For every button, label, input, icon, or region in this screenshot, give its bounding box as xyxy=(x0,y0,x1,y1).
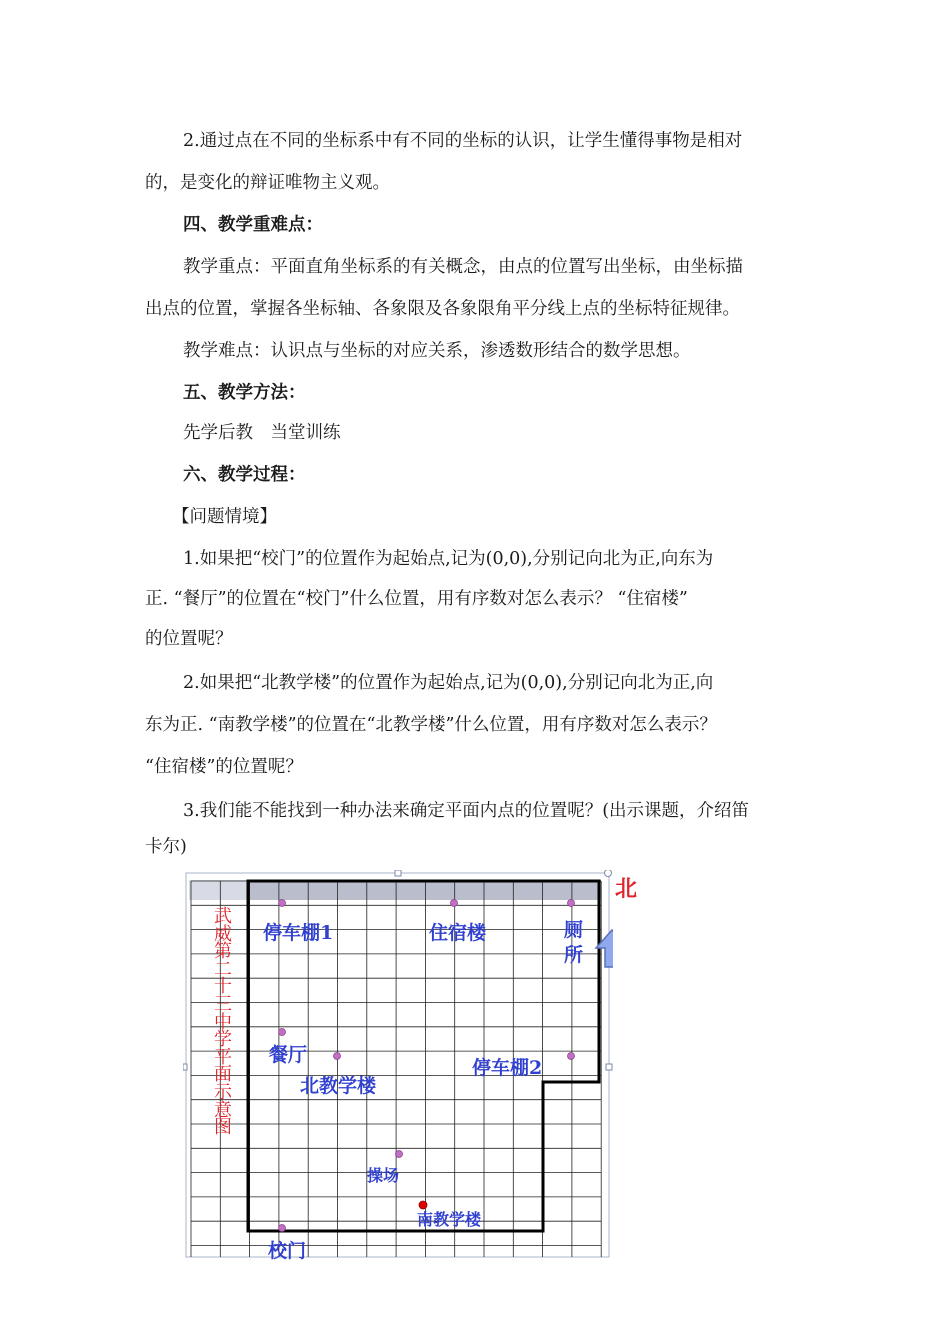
header-bar xyxy=(189,880,601,900)
label-parking2: 停车棚2 xyxy=(472,1057,543,1079)
label-south-building: 南教学楼 xyxy=(417,1210,482,1229)
label-toilet: 厕所 xyxy=(564,919,584,966)
label-playground: 操场 xyxy=(367,1166,400,1185)
paragraph-methods: 先学后教 当堂训练 xyxy=(183,423,341,443)
heading-process: 六、教学过程： xyxy=(183,465,306,485)
dorm-point xyxy=(451,900,458,907)
question-3b: 卡尔) xyxy=(145,837,187,857)
heading-key-points: 四、教学重难点： xyxy=(183,215,323,235)
paragraph-objective-2b: 的，是变化的辩证唯物主义观。 xyxy=(145,173,390,193)
playground-point xyxy=(396,1151,403,1158)
label-canteen: 餐厅 xyxy=(269,1044,308,1066)
paragraph-key-point-a: 教学重点：平面直角坐标系的有关概念，由点的位置写出坐标，由坐标描 xyxy=(183,257,743,277)
label-dorm: 住宿楼 xyxy=(429,922,487,944)
resize-handle xyxy=(605,870,612,877)
parking2-point xyxy=(568,1053,575,1060)
question-1b: 正. “餐厅”的位置在“校门”什么位置，用有序数对怎么表示？ “住宿楼” xyxy=(145,589,688,609)
question-1c: 的位置呢？ xyxy=(145,629,233,649)
toilet-point xyxy=(568,900,575,907)
question-1a: 1.如果把“校门”的位置作为起始点,记为(0,0),分别记向北为正,向东为 xyxy=(183,549,714,569)
question-2c: “住宿楼”的位置呢？ xyxy=(145,757,303,777)
resize-handle xyxy=(183,1064,187,1070)
question-2b: 东为正. “南教学楼”的位置在“北教学楼”什么位置，用有序数对怎么表示？ xyxy=(145,715,717,735)
north-label: 北 xyxy=(615,877,638,902)
question-2a: 2.如果把“北教学楼”的位置作为起始点,记为(0,0),分别记向北为正,向 xyxy=(183,673,714,693)
school-map-figure xyxy=(183,870,638,1262)
header-bar-highlight xyxy=(189,880,249,900)
resize-handle xyxy=(395,870,401,876)
resize-handle xyxy=(606,1064,612,1070)
paragraph-objective-2a: 2.通过点在不同的坐标系中有不同的坐标的认识，让学生懂得事物是相对 xyxy=(183,131,743,151)
paragraph-difficult-point: 教学难点：认识点与坐标的对应关系，渗透数形结合的数学思想。 xyxy=(183,341,691,361)
gate-point xyxy=(279,1225,286,1232)
section-problem-context: 【问题情境】 xyxy=(172,507,277,527)
label-parking1: 停车棚1 xyxy=(263,922,334,944)
canteen-point xyxy=(279,1029,286,1036)
north-building-point xyxy=(334,1053,341,1060)
label-north-building: 北教学楼 xyxy=(300,1075,377,1097)
parking1-point xyxy=(279,900,286,907)
map-grid-canvas xyxy=(183,870,613,1260)
paragraph-key-point-b: 出点的位置，掌握各坐标轴、各象限及各象限角平分线上点的坐标特征规律。 xyxy=(145,299,740,319)
map-vertical-title: 武威第二十三中学平面示意图 xyxy=(214,906,232,1139)
question-3a: 3.我们能不能找到一种办法来确定平面内点的位置呢？(出示课题，介绍笛 xyxy=(183,801,750,821)
label-gate: 校门 xyxy=(268,1240,307,1262)
heading-methods: 五、教学方法： xyxy=(183,383,306,403)
